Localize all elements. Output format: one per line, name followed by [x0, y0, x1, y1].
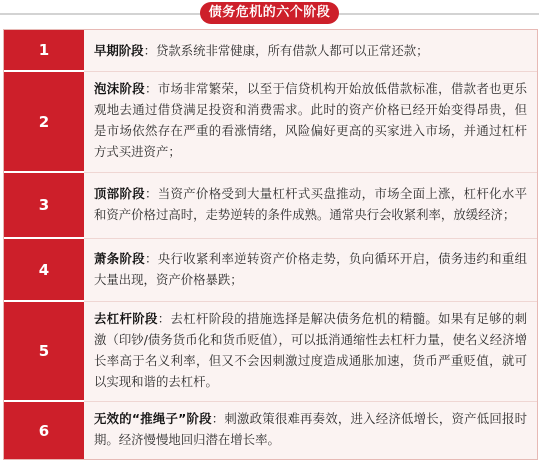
table-row	[4, 30, 537, 72]
row-text	[84, 72, 537, 173]
stage-description: ：贷款系统非常健康，所有借款人都可以正常还款；	[143, 43, 429, 58]
table-row	[4, 302, 537, 402]
stage-description: ：当资产价格受到大量杠杆式买盘推动，市场全面上涨，杠杆化水平和资产价格过高时，走势逆转的条件成熟。通常央行会收紧利率，放缓经济；	[94, 186, 528, 222]
row-number: 1	[4, 30, 84, 72]
stages-table	[3, 29, 538, 460]
stage-description: ：央行收紧利率逆转资产价格走势，负向循环开启，债务违约和重组大量出现，资产价格暴跌；	[94, 251, 528, 287]
table-row	[4, 239, 537, 302]
table-row	[4, 402, 537, 459]
row-text	[84, 30, 537, 72]
row-text	[84, 173, 537, 239]
stage-name: 顶部阶段	[94, 186, 145, 201]
row-number: 3	[4, 173, 84, 239]
stage-name: 去杠杆阶段	[94, 311, 158, 326]
row-number: 5	[4, 302, 84, 402]
stage-name: 早期阶段	[94, 43, 144, 58]
stage-description: ：去杠杆阶段的措施选择是解决债务危机的精髓。如果有足够的刺激（印钞/债务货币化和货币贬值），可以抵消通缩性去杠杆力量，使名义经济增长率高于名义利率，但又不会因刺激过度造成通胀加速，货币严重贬值，就可以实现和谐的去杠杆。	[94, 311, 528, 389]
row-number: 6	[4, 402, 84, 459]
row-text	[84, 402, 537, 459]
stage-name: 泡沫阶段	[94, 81, 145, 96]
page-title: 债务危机的六个阶段	[200, 2, 339, 24]
row-text	[84, 302, 537, 402]
title-bar	[0, 0, 539, 28]
row-number: 2	[4, 72, 84, 173]
stage-name: 无效的“推绳子”阶段	[94, 411, 212, 426]
table-row	[4, 72, 537, 173]
stage-description: ：市场非常繁荣，以至于信贷机构开始放低借款标准，借款者也更乐观地去通过借贷满足投资和消费需求。此时的资产价格已经开始变得昂贵，但是市场依然存在严重的看涨情绪，风险偏好更高的买家进入市场，并通过杠杆方式买进资产；	[94, 81, 528, 159]
row-number: 4	[4, 239, 84, 302]
stage-name: 萧条阶段	[94, 251, 145, 266]
row-text	[84, 239, 537, 302]
table-row	[4, 173, 537, 239]
stage-description: ：刺激政策很难再奏效，进入经济低增长，资产低回报时期。经济慢慢地回归潜在增长率。	[94, 411, 527, 447]
